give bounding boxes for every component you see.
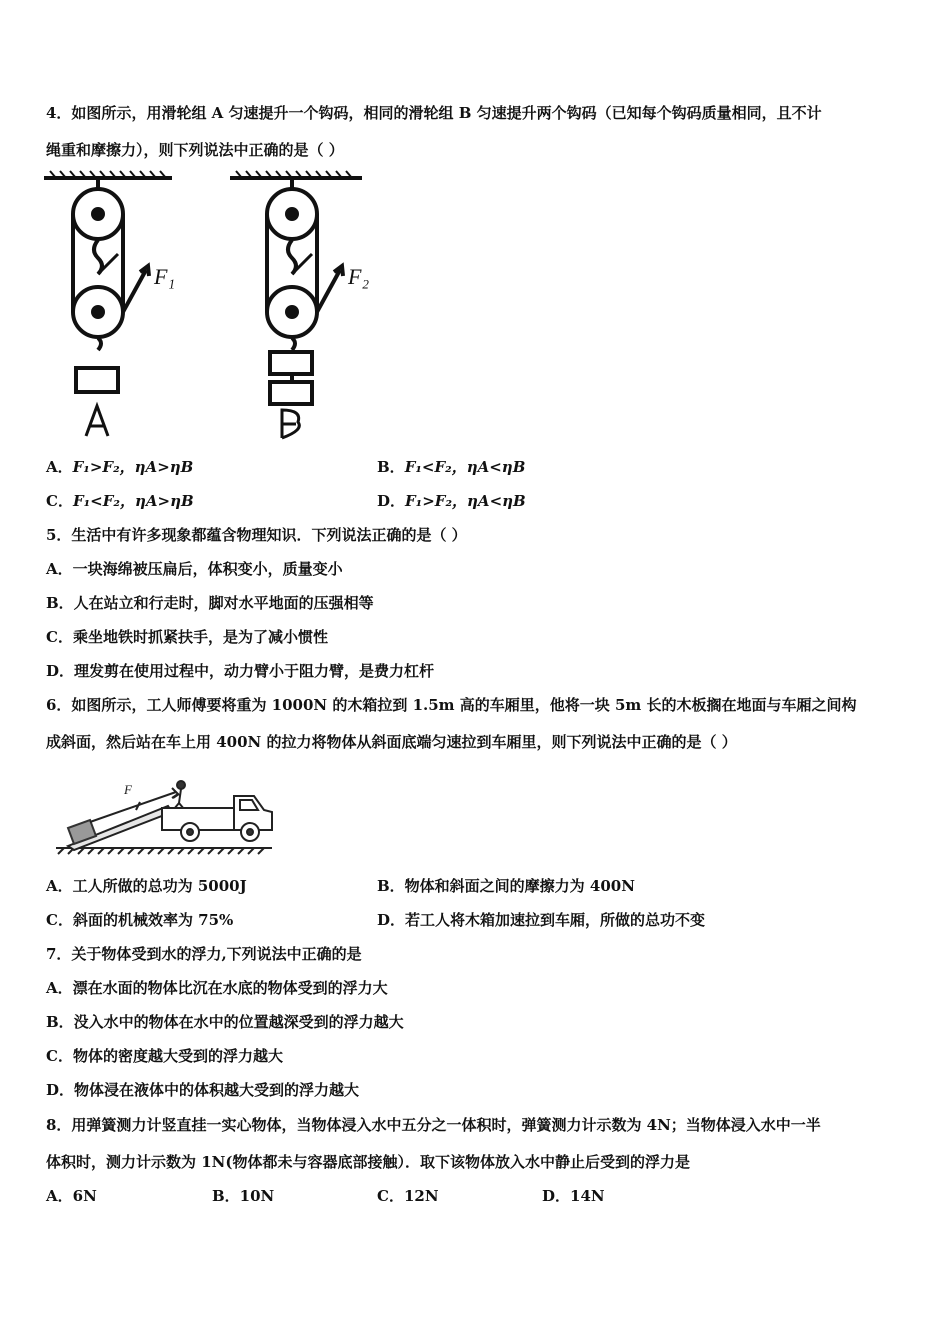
q4-option-a[interactable]: [46, 457, 193, 477]
q6-option-b[interactable]: B．物体和斜面之间的摩擦力为 400N: [377, 877, 635, 895]
q4-option-a-label: A．: [46, 458, 73, 476]
q4-stem-line1: 4．如图所示，用滑轮组 A 匀速提升一个钩码，相同的滑轮组 B 匀速提升两个钩码（已知每个钩码质量相同，且不计: [46, 104, 822, 122]
q7-option-c[interactable]: C．物体的密度越大受到的浮力越大: [46, 1047, 283, 1065]
q4-option-a-text: F₁>F₂，ηA>ηB: [72, 458, 194, 476]
q4-option-b[interactable]: [377, 457, 525, 477]
q5-option-b[interactable]: B．人在站立和行走时，脚对水平地面的压强相等: [46, 594, 374, 612]
q5-option-d[interactable]: D．理发剪在使用过程中，动力臂小于阻力臂，是费力杠杆: [46, 662, 435, 680]
q7-option-b[interactable]: B．没入水中的物体在水中的位置越深受到的浮力越大: [46, 1013, 404, 1031]
q4-option-c[interactable]: [46, 491, 194, 511]
q4-option-b-label: B．: [377, 458, 405, 476]
q4-stem-line2: 绳重和摩擦力），则下列说法中正确的是（ ）: [46, 141, 344, 159]
q6-option-d[interactable]: D．若工人将木箱加速拉到车厢，所做的总功不变: [377, 911, 706, 929]
q4-option-b-text: F₁<F₂，ηA<ηB: [404, 458, 526, 476]
q7-option-d[interactable]: D．物体浸在液体中的体积越大受到的浮力越大: [46, 1081, 360, 1099]
q6-stem-line1: 6．如图所示，工人师傅要将重为 1000N 的木箱拉到 1.5m 高的车厢里，他将一块 5m 长的木板搁在地面与车厢之间构: [46, 696, 857, 714]
q6-stem-line2: 成斜面，然后站在车上用 400N 的拉力将物体从斜面底端匀速拉到车厢里，则下列说法中正确的是（ ）: [46, 733, 737, 751]
pulley-figure-b: [226, 168, 396, 448]
q7-option-a[interactable]: A．漂在水面的物体比沉在水底的物体受到的浮力大: [46, 979, 388, 997]
q4-option-d[interactable]: [377, 491, 526, 511]
q8-stem-line1: 8．用弹簧测力计竖直挂一实心物体，当物体浸入水中五分之一体积时，弹簧测力计示数为 4N；当物体浸入水中一半: [46, 1116, 821, 1134]
q8-option-c[interactable]: C．12N: [377, 1187, 439, 1205]
q8-option-a[interactable]: A．6N: [46, 1187, 97, 1205]
q5-option-a[interactable]: A．一块海绵被压扁后，体积变小，质量变小: [46, 560, 343, 578]
q5-option-c[interactable]: C．乘坐地铁时抓紧扶手，是为了减小惯性: [46, 628, 328, 646]
q8-option-b[interactable]: B．10N: [212, 1187, 275, 1205]
q4-option-c-label: C．: [46, 492, 73, 510]
q4-option-c-text: F₁<F₂，ηA>ηB: [72, 492, 194, 510]
q6-option-c[interactable]: C．斜面的机械效率为 75%: [46, 911, 234, 929]
f1-label: F₁: [154, 264, 176, 289]
q8-option-d[interactable]: D．14N: [542, 1187, 605, 1205]
q4-option-d-label: D．: [377, 492, 406, 510]
q8-stem-line2: 体积时，测力计示数为 1N(物体都未与容器底部接触）．取下该物体放入水中静止后受到的浮力是: [46, 1153, 690, 1171]
figure-b-label: B: [281, 436, 282, 437]
q6-option-a[interactable]: A．工人所做的总功为 5000J: [46, 877, 247, 895]
q4-option-d-text: F₁>F₂，ηA<ηB: [405, 492, 526, 510]
force-f-label: F: [124, 782, 132, 797]
incline-truck-figure: [50, 772, 280, 860]
figure-a-label: A: [81, 434, 82, 435]
pulley-figure-a: [40, 168, 190, 448]
f2-label: F₂: [348, 264, 370, 289]
q5-stem: 5．生活中有许多现象都蕴含物理知识．下列说法正确的是（ ）: [46, 526, 467, 544]
q7-stem: 7．关于物体受到水的浮力,下列说法中正确的是: [46, 945, 362, 963]
